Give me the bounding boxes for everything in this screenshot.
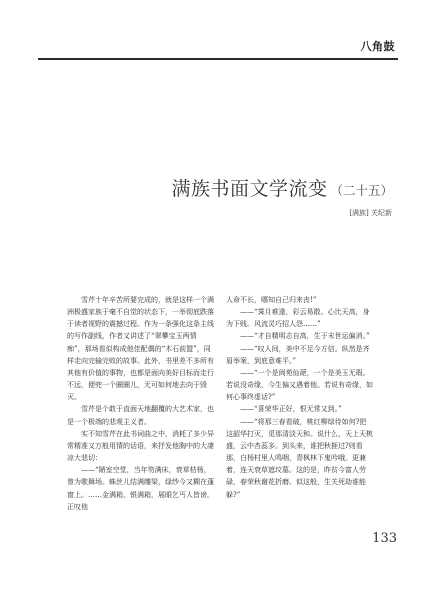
page-number: 133 [372,531,397,546]
paragraph: ——“将那三春看破，桃红柳绿待如何?把这韶华打灭，觅那清淡天和。说什么，天上天桃盛，云中杏蕊多。到头来，谁把秋捱过?则看那，白杨村里人鸣咽，青枫林下鬼吟哦。更兼着，连天衰草遮坟墓。这的是，昨贫今富人劳碌，春荣秋谢花折磨。似这般，生关死劫谁能躲?” [226,417,373,499]
header-rule [38,58,398,60]
paragraph: 雪芹十年辛苦所要完成的，就是这样一个满洲极盛家族于毫不自觉的状态下，一举彻底跌落于读者视野的震撼过程。作为一条强化这条主线的写作副线，作者又讲述了“翠攀宝玉两情痴”，那场看似构成他佳配偶的“木石前盟”，同样走向完输完败的故事。此外，书里差不多所有其他有价值的事物，也都是面向美好目标而走行不远，便兜一个圈圈儿，无可如何地去向于毁灭。 [67,296,214,402]
right-column [226,294,373,501]
article-title-suffix: （二十五） [330,183,393,198]
paragraph: ——“陋室空堂，当年笏满床，衰草枯杨，曾为歌舞场。蛛丝儿结满雕梁，绿纱今又糊在蓬窗上。……金满箱，银满箱，展眼乞丐人皆谤。正叹他 [67,466,214,511]
paragraph: ——“霁月难逢，彩云易散。心比天高，身为下贱。风流灵巧招人怨……” [226,308,370,329]
paragraph: ——“喜荣华正好，恨无常又到。” [240,405,342,414]
paragraph: 实不知雪芹在此书词曲之中，消耗了多少异常精准又万般用情的话语，来抒发他胸中的大凄凉大悲切： [67,429,214,463]
section-tag: 八角鼓 [360,40,395,53]
paragraph: ——“叹人间，美中不足今方信。纵然是齐眉举案，到底意难平。” [226,344,370,365]
paragraph: ——“才自精明志自高，生于末世运偏消。” [240,332,370,341]
article-title-block [171,174,393,201]
article-title: 满族书面文学流变 [171,178,328,200]
author-line: [满族] 关纪新 [349,209,392,217]
paragraph: 人命不长，哪知自己归来丧!” [226,296,317,304]
paragraph: ——“一个是阆苑仙葩，一个是美玉无瑕。若说没奇缘，今生偏又遇着他。若说有奇缘，如何心事终虚话?” [226,368,373,402]
paragraph: 雪芹是个敢于直面天地翻覆的大艺术家，也是一个极端的悲观主义者。 [67,405,214,426]
left-column [67,294,214,513]
